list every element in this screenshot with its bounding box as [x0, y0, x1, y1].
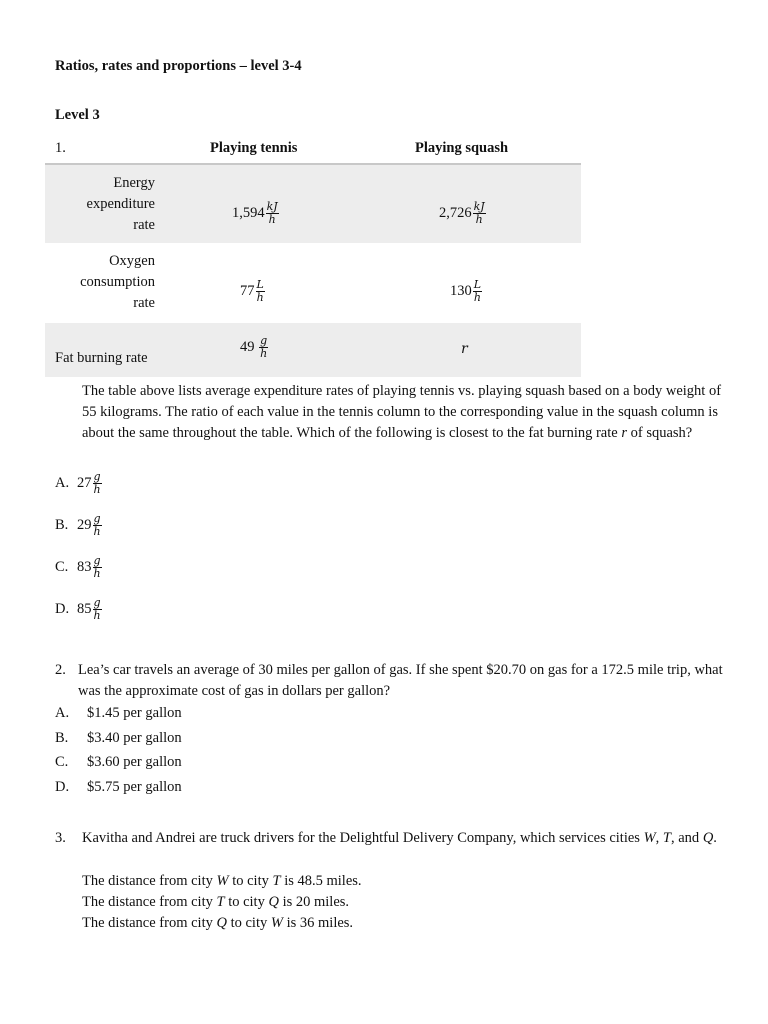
q2-option-d: D. $5.75 per gallon [55, 779, 182, 795]
question-1-text: The table above lists average expenditure rates of playing tennis vs. playing squash based on a body weight of 55 kilograms. The ratio of each value in the tennis column to the corresponding value in the squash column is about the same throughout the table. Which of the following is closest to the fat burning rate r of squash? [82, 383, 722, 441]
question-1-number: 1. [55, 140, 66, 156]
table-row-oxygen [45, 243, 581, 323]
q1-choice-d: D. 85 $\frac{g}{h}$ [55, 596, 101, 622]
distance-q-w: The distance from city Q to city W is 36 miles. [82, 915, 354, 931]
q1-choice-b: B. 29 $\frac{g}{h}$ [55, 512, 101, 538]
table-row-energy [45, 165, 581, 243]
q1-choice-c: C. 83 $\frac{g}{h}$ [55, 554, 101, 580]
q2-option-a: A. $1.45 per gallon [55, 705, 182, 721]
tennis-energy-value: 1,594 $\frac{kJ}{h}$ [232, 200, 278, 226]
q1-choice-a: A. 27 $\frac{g}{h}$ [55, 470, 101, 496]
squash-energy-value: 2,726 $\frac{kJ}{h}$ [439, 200, 485, 226]
question-3: 3. Kavitha and Andrei are truck drivers for the Delightful Delivery Company, which services cities W, T, and Q. [55, 828, 725, 849]
level-heading: Level 3 [55, 107, 100, 123]
squash-oxygen-value: 130 $\frac{L}{h}$ [450, 278, 482, 304]
distance-t-q: The distance from city T to city Q is 20 miles. [82, 894, 350, 910]
row-label-energy: Energy expenditure rate [86, 175, 155, 233]
table-row-fat [45, 323, 581, 377]
q2-option-c: C. $3.60 per gallon [55, 754, 182, 770]
question-2-text: Lea’s car travels an average of 30 miles per gallon of gas. If she spent $20.70 on gas for a 172.5 mile trip, what was the approximate cost of gas in dollars per gallon? [78, 662, 723, 699]
tennis-fat-value: 49 $\frac{g}{h}$ [240, 334, 268, 360]
column-header-squash: Playing squash [415, 140, 509, 156]
rates-table [45, 163, 581, 377]
column-header-tennis: Playing tennis [210, 140, 298, 156]
worksheet-title: Ratios, rates and proportions – level 3-4 [55, 58, 302, 74]
question-2: 2. Lea’s car travels an average of 30 miles per gallon of gas. If she spent $20.70 on gas for a 172.5 mile trip, what was the approximate cost of gas in dollars per gallon? [55, 660, 725, 702]
distance-w-t: The distance from city W to city T is 48.5 miles. [82, 873, 362, 889]
row-label-fat: Fat burning rate [55, 350, 148, 366]
q2-option-b: B. $3.40 per gallon [55, 730, 182, 746]
row-label-oxygen: Oxygen consumption rate [80, 253, 155, 311]
tennis-oxygen-value: 77 $\frac{L}{h}$ [240, 278, 264, 304]
squash-fat-unknown-r: r [461, 341, 468, 357]
question-3-text: Kavitha and Andrei are truck drivers for the Delightful Delivery Company, which services cities W, T, and Q. [82, 830, 717, 846]
